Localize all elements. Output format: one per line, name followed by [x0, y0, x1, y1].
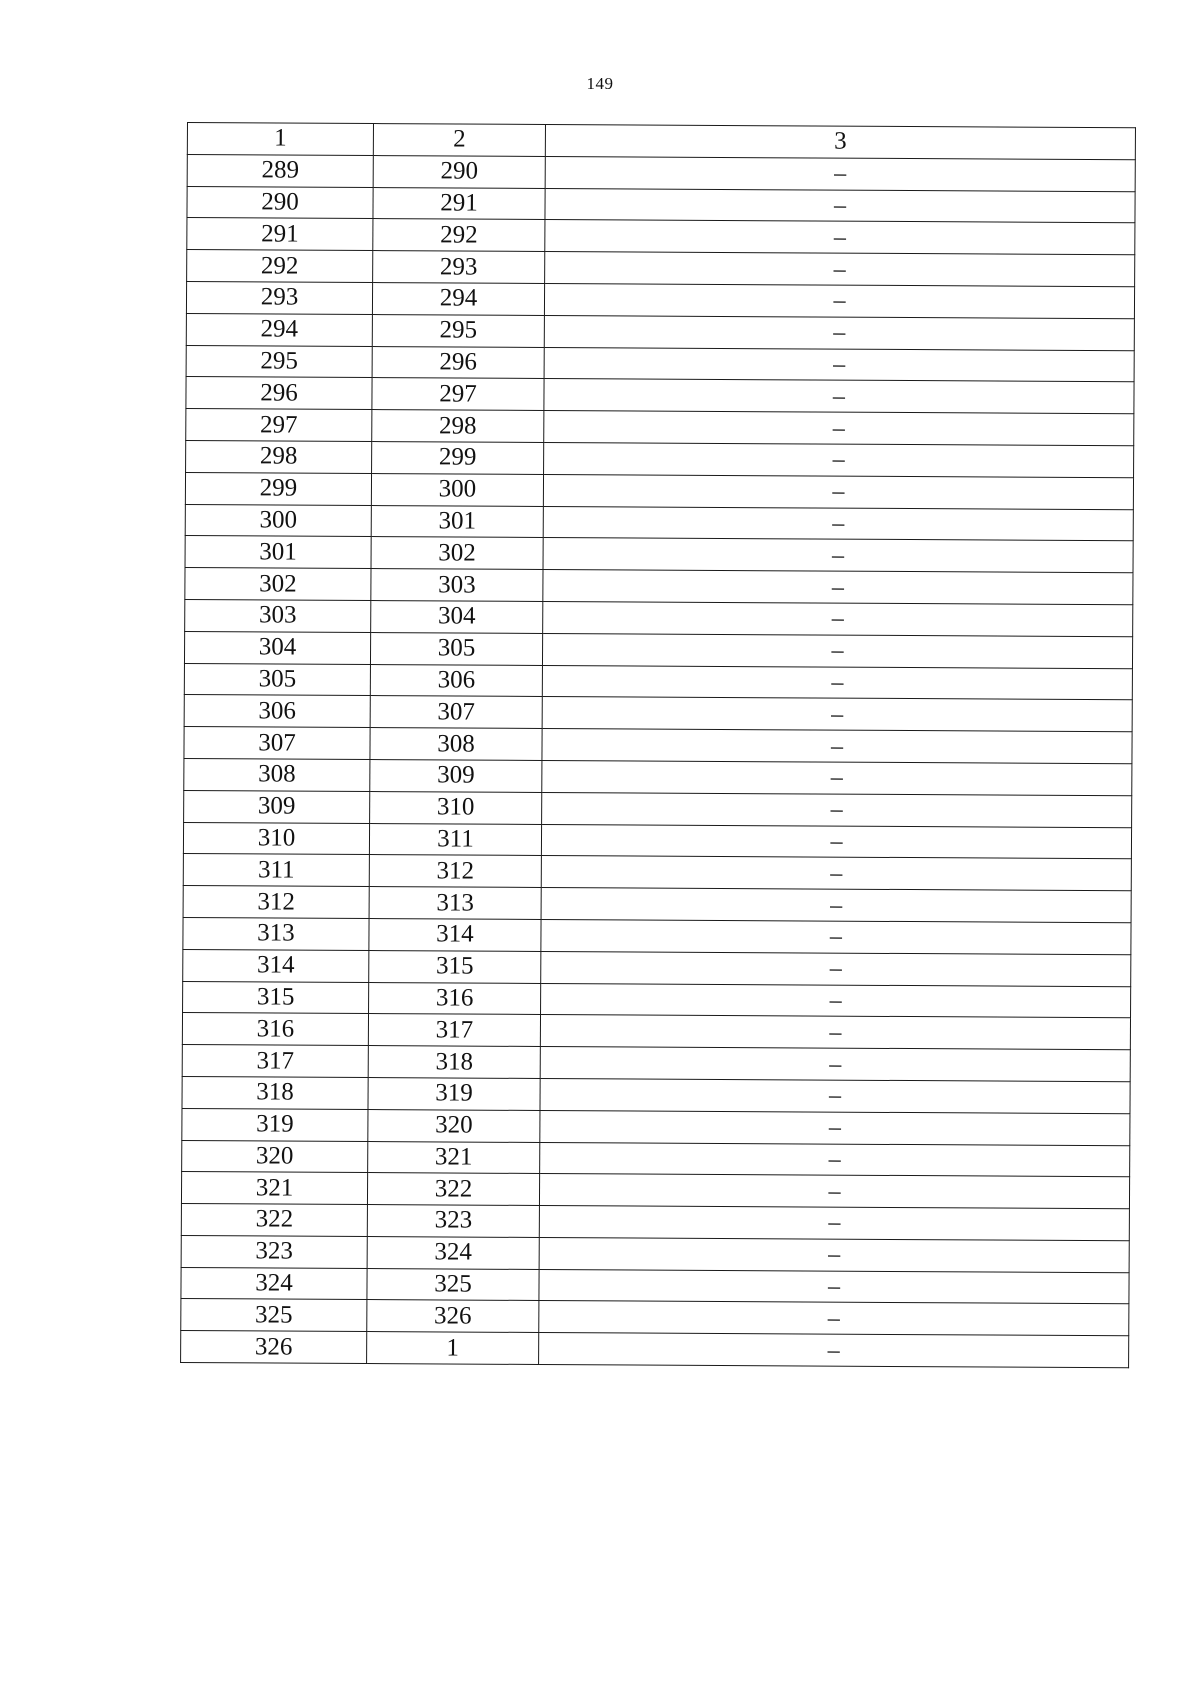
- cell-col-1: 312: [183, 886, 369, 919]
- cell-col-1: 320: [182, 1140, 368, 1173]
- table-row: [186, 345, 1134, 382]
- cell-col-1: 301: [185, 536, 371, 569]
- cell-col-1: 292: [187, 250, 373, 283]
- table-row: [186, 313, 1134, 350]
- cell-col-1: 295: [186, 345, 372, 378]
- cell-col-3: –: [544, 379, 1134, 414]
- table-row: [184, 790, 1132, 827]
- table-row: [187, 218, 1135, 255]
- cell-col-3: –: [545, 220, 1135, 255]
- cell-col-1: 319: [182, 1108, 368, 1141]
- cell-col-1: 303: [185, 599, 371, 632]
- cell-col-2: 315: [369, 950, 541, 983]
- column-header-3: 3: [545, 125, 1135, 160]
- table-row: [186, 440, 1134, 477]
- cell-col-3: –: [541, 983, 1131, 1018]
- table-row: [181, 1299, 1129, 1336]
- table-row: [181, 1331, 1129, 1368]
- cell-col-3: –: [540, 1078, 1130, 1113]
- cell-col-2: 298: [372, 410, 544, 443]
- cell-col-2: 290: [373, 155, 545, 188]
- cell-col-2: 325: [367, 1268, 539, 1301]
- cell-col-1: 306: [184, 695, 370, 728]
- cell-col-1: 297: [186, 409, 372, 442]
- cell-col-2: 301: [371, 505, 543, 538]
- cell-col-3: –: [539, 1237, 1129, 1272]
- cell-col-2: 326: [367, 1300, 539, 1333]
- cell-col-2: 303: [371, 569, 543, 602]
- cell-col-3: –: [543, 506, 1133, 541]
- table-row: [185, 568, 1133, 605]
- cell-col-1: 291: [187, 218, 373, 251]
- cell-col-2: 305: [370, 632, 542, 665]
- table-row: [187, 186, 1135, 223]
- table-row: [183, 854, 1131, 891]
- cell-col-1: 323: [181, 1235, 367, 1268]
- cell-col-3: –: [539, 1174, 1129, 1209]
- cell-col-1: 321: [181, 1172, 367, 1205]
- table-row: [186, 409, 1134, 446]
- table-row: [183, 981, 1131, 1018]
- cell-col-2: 295: [372, 314, 544, 347]
- cell-col-2: 304: [371, 600, 543, 633]
- table-row: [184, 695, 1132, 732]
- table-row: [183, 949, 1131, 986]
- table-row: [185, 504, 1133, 541]
- cell-col-1: 326: [181, 1331, 367, 1364]
- table-row: [181, 1204, 1129, 1241]
- cell-col-1: 302: [185, 568, 371, 601]
- cell-col-2: 299: [372, 442, 544, 475]
- cell-col-1: 298: [186, 440, 372, 473]
- cell-col-3: –: [541, 919, 1131, 954]
- cell-col-3: –: [544, 411, 1134, 446]
- cell-col-3: –: [541, 888, 1131, 923]
- cell-col-2: 291: [373, 187, 545, 220]
- table-row: [185, 536, 1133, 573]
- cell-col-3: –: [539, 1301, 1129, 1336]
- table-row: [182, 1013, 1130, 1050]
- cell-col-1: 313: [183, 917, 369, 950]
- cell-col-2: 292: [373, 219, 545, 252]
- cell-col-3: –: [545, 156, 1135, 191]
- table-row: [181, 1267, 1129, 1304]
- cell-col-3: –: [544, 315, 1134, 350]
- cell-col-2: 302: [371, 537, 543, 570]
- cell-col-3: –: [539, 1206, 1129, 1241]
- cell-col-1: 290: [187, 186, 373, 219]
- cell-col-1: 317: [182, 1045, 368, 1078]
- column-header-2: 2: [373, 124, 545, 157]
- cell-col-2: 311: [369, 823, 541, 856]
- cell-col-2: 307: [370, 696, 542, 729]
- cell-col-2: 313: [369, 887, 541, 920]
- cell-col-2: 317: [368, 1014, 540, 1047]
- data-table: [180, 122, 1136, 1368]
- cell-col-3: –: [540, 1142, 1130, 1177]
- cell-col-1: 322: [181, 1204, 367, 1237]
- cell-col-2: 321: [368, 1141, 540, 1174]
- cell-col-1: 296: [186, 377, 372, 410]
- cell-col-2: 320: [368, 1109, 540, 1142]
- cell-col-1: 300: [185, 504, 371, 537]
- cell-col-3: –: [543, 601, 1133, 636]
- cell-col-3: –: [541, 951, 1131, 986]
- cell-col-3: –: [540, 1015, 1130, 1050]
- cell-col-2: 312: [369, 855, 541, 888]
- cell-col-3: –: [543, 474, 1133, 509]
- table-row: [182, 1045, 1130, 1082]
- cell-col-3: –: [542, 665, 1132, 700]
- cell-col-3: –: [542, 697, 1132, 732]
- cell-col-3: –: [544, 283, 1134, 318]
- cell-col-3: –: [540, 1110, 1130, 1145]
- cell-col-2: 1: [367, 1332, 539, 1365]
- cell-col-3: –: [539, 1333, 1129, 1368]
- cell-col-1: 315: [183, 981, 369, 1014]
- cell-col-2: 306: [370, 664, 542, 697]
- cell-col-2: 294: [372, 283, 544, 316]
- table-row: [183, 822, 1131, 859]
- cell-col-1: 316: [182, 1013, 368, 1046]
- cell-col-1: 304: [184, 631, 370, 664]
- cell-col-3: –: [542, 633, 1132, 668]
- cell-col-1: 299: [185, 472, 371, 505]
- table-row: [182, 1140, 1130, 1177]
- cell-col-3: –: [545, 252, 1135, 287]
- cell-col-2: 297: [372, 378, 544, 411]
- cell-col-3: –: [544, 442, 1134, 477]
- table-header-row: [187, 123, 1135, 160]
- cell-col-2: 296: [372, 346, 544, 379]
- cell-col-1: 308: [184, 758, 370, 791]
- cell-col-2: 293: [373, 251, 545, 284]
- table-row: [181, 1235, 1129, 1272]
- table-row: [184, 727, 1132, 764]
- table-row: [187, 250, 1135, 287]
- cell-col-1: 305: [184, 663, 370, 696]
- cell-col-2: 324: [367, 1236, 539, 1269]
- cell-col-3: –: [543, 570, 1133, 605]
- cell-col-2: 309: [370, 759, 542, 792]
- cell-col-1: 325: [181, 1299, 367, 1332]
- cell-col-1: 289: [187, 154, 373, 187]
- column-header-1: 1: [187, 123, 373, 156]
- cell-col-3: –: [544, 347, 1134, 382]
- table-row: [187, 154, 1135, 191]
- table-row: [186, 377, 1134, 414]
- cell-col-3: –: [540, 1047, 1130, 1082]
- cell-col-1: 314: [183, 949, 369, 982]
- cell-col-3: –: [539, 1269, 1129, 1304]
- table-row: [186, 281, 1134, 318]
- table-container: [180, 122, 1135, 1368]
- table-row: [182, 1108, 1130, 1145]
- cell-col-2: 310: [370, 791, 542, 824]
- cell-col-2: 322: [367, 1173, 539, 1206]
- page-number: 149: [586, 74, 614, 93]
- table-row: [185, 599, 1133, 636]
- cell-col-1: 309: [184, 790, 370, 823]
- cell-col-1: 318: [182, 1076, 368, 1109]
- table-row: [182, 1076, 1130, 1113]
- cell-col-2: 300: [371, 473, 543, 506]
- cell-col-3: –: [545, 188, 1135, 223]
- table-row: [183, 886, 1131, 923]
- table-row: [184, 758, 1132, 795]
- cell-col-3: –: [542, 760, 1132, 795]
- cell-col-2: 308: [370, 728, 542, 761]
- cell-col-3: –: [541, 824, 1131, 859]
- cell-col-1: 324: [181, 1267, 367, 1300]
- table-row: [184, 631, 1132, 668]
- cell-col-3: –: [542, 729, 1132, 764]
- cell-col-3: –: [542, 792, 1132, 827]
- cell-col-2: 318: [368, 1046, 540, 1079]
- cell-col-1: 293: [186, 281, 372, 314]
- cell-col-2: 323: [367, 1205, 539, 1238]
- table-row: [185, 472, 1133, 509]
- cell-col-1: 310: [183, 822, 369, 855]
- cell-col-2: 314: [369, 918, 541, 951]
- cell-col-3: –: [541, 856, 1131, 891]
- cell-col-1: 294: [186, 313, 372, 346]
- table-row: [183, 917, 1131, 954]
- cell-col-2: 316: [369, 982, 541, 1015]
- cell-col-1: 311: [183, 854, 369, 887]
- table-row: [184, 663, 1132, 700]
- cell-col-3: –: [543, 538, 1133, 573]
- cell-col-2: 319: [368, 1077, 540, 1110]
- table-row: [181, 1172, 1129, 1209]
- table-body: [181, 123, 1136, 1368]
- cell-col-1: 307: [184, 727, 370, 760]
